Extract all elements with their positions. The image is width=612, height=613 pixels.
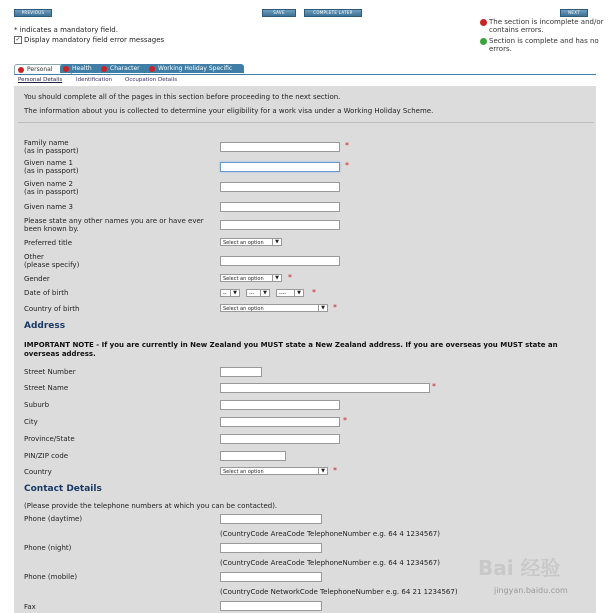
family-name-input[interactable] [220,142,340,152]
pin-input[interactable] [220,451,286,461]
mandatory-marker: * [333,466,337,475]
incomplete-status-icon [149,66,155,72]
dob-month-value: --- [249,291,255,297]
given-name-1-input[interactable] [220,162,340,172]
street-number-label: Street Number [24,368,76,376]
phone-daytime-hint: (CountryCode AreaCode TelephoneNumber e.g. 64 4 1234567) [220,530,440,538]
incomplete-status-icon [480,19,487,26]
given-name-1-label-line2: (as in passport) [24,167,79,175]
city-input[interactable] [220,417,340,427]
other-title-input[interactable] [220,256,340,266]
city-label: City [24,418,38,426]
contact-intro: (Please provide the telephone numbers at which you can be contacted). [24,502,278,510]
mandatory-marker: * [345,161,349,170]
chevron-down-icon: ▼ [260,290,269,296]
chevron-down-icon: ▼ [318,305,327,311]
address-country-select-value: Select an option [223,469,264,475]
family-name-label-line1: Family name [24,139,69,147]
save-button[interactable]: SAVE [262,9,296,17]
mandatory-marker: * [288,273,292,282]
complete-status-icon [480,38,487,45]
mandatory-marker: * [343,416,347,425]
other-title-label-line1: Other [24,253,44,261]
pin-label: PIN/ZIP code [24,452,69,460]
baidu-watermark-logo: Bai 经验 [478,556,561,580]
other-names-label-line2: been known by. [24,225,79,233]
incomplete-status-icon [18,67,24,73]
country-of-birth-select-value: Select an option [223,306,264,312]
preferred-title-select-value: Select an option [223,240,264,246]
tab-label: Working Holiday Specific [158,65,233,72]
chevron-down-icon: ▼ [230,290,239,296]
other-title-label [24,253,79,269]
legend-complete-text: Section is complete and has no errors. [489,37,599,53]
given-name-1-label-line1: Given name 1 [24,159,74,167]
subtab-identification[interactable]: Identification [76,77,113,83]
gender-select[interactable] [220,274,282,282]
incomplete-status-icon [101,66,107,72]
phone-mobile-label: Phone (mobile) [24,573,78,581]
phone-mobile-hint: (CountryCode NetworkCode TelephoneNumber e.g. 64 21 1234567) [220,588,458,596]
fax-input[interactable] [220,601,322,611]
previous-button[interactable]: PREVIOUS [14,9,52,17]
chevron-down-icon: ▼ [294,290,303,296]
subtab-occupation-details[interactable]: Occupation Details [125,77,178,83]
chevron-down-icon: ▼ [272,239,281,245]
given-name-3-label: Given name 3 [24,203,74,211]
given-name-1-label [24,159,79,175]
mandatory-marker: * [333,303,337,312]
given-name-3-input[interactable] [220,202,340,212]
gender-select-value: Select an option [223,276,264,282]
street-name-input[interactable] [220,383,430,393]
given-name-2-label [24,180,79,196]
tab-working-holiday-specific[interactable] [146,64,244,73]
intro-line-2: The information about you is collected to determine your eligibility for a work visa under a Working Holiday Scheme. [24,107,434,115]
subtab-personal-details[interactable]: Personal Details [18,77,63,83]
suburb-label: Suburb [24,401,50,409]
country-of-birth-select[interactable] [220,304,328,312]
mandatory-marker: * [432,382,436,391]
dob-label: Date of birth [24,289,69,297]
mandatory-marker: * [345,141,349,150]
street-number-input[interactable] [220,367,262,377]
phone-night-label: Phone (night) [24,544,72,552]
tab-label: Character [110,65,140,72]
given-name-2-input[interactable] [220,182,340,192]
fax-label: Fax [24,603,36,611]
dob-day-select[interactable] [220,289,240,297]
other-names-label [24,217,204,233]
complete-later-button[interactable]: COMPLETE LATER [304,9,362,17]
given-name-2-label-line1: Given name 2 [24,180,74,188]
chevron-down-icon: ▼ [318,468,327,474]
address-important-note: IMPORTANT NOTE - If you are currently in New Zealand you MUST state a New Zealand address. If you are overseas you MUST state an overseas address. [24,341,558,358]
province-input[interactable] [220,434,340,444]
legend-complete [480,37,605,55]
other-names-label-line1: Please state any other names you are or have ever [24,217,204,225]
dob-year-select[interactable] [276,289,304,297]
family-name-label-line2: (as in passport) [24,147,79,155]
chevron-down-icon: ▼ [272,275,281,281]
dob-month-select[interactable] [246,289,270,297]
mandatory-note [14,26,118,34]
next-button[interactable]: NEXT [560,9,588,17]
display-errors-checkbox[interactable]: ✓ [15,36,21,43]
mandatory-marker: * [312,288,316,297]
intro-divider [18,122,594,123]
gender-label: Gender [24,275,50,283]
given-name-2-label-line2: (as in passport) [24,188,79,196]
phone-night-hint: (CountryCode AreaCode TelephoneNumber e.g. 64 4 1234567) [220,559,440,567]
address-country-label: Country [24,468,52,476]
contact-section-title: Contact Details [24,484,102,494]
intro-line-1: You should complete all of the pages in this section before proceeding to the next section. [24,93,341,101]
baidu-watermark-url: jingyan.baidu.com [494,586,568,595]
other-names-input[interactable] [220,220,340,230]
street-name-label: Street Name [24,384,69,392]
other-title-label-line2: (please specify) [24,261,80,269]
legend-incomplete [480,18,605,36]
phone-night-input[interactable] [220,543,322,553]
tab-divider [14,74,596,75]
dob-day-value: -- [223,291,227,297]
province-label: Province/State [24,435,75,443]
incomplete-status-icon [63,66,69,72]
family-name-label [24,139,79,155]
country-of-birth-label: Country of birth [24,305,80,313]
dob-year-value: ---- [279,291,287,297]
mandatory-note-text: * indicates a mandatory field. [14,26,118,34]
display-errors-label: Display mandatory field error messages [24,36,165,44]
address-section-title: Address [24,321,66,331]
preferred-title-label: Preferred title [24,239,73,247]
phone-mobile-input[interactable] [220,572,322,582]
suburb-input[interactable] [220,400,340,410]
phone-daytime-label: Phone (daytime) [24,515,83,523]
legend-incomplete-text: The section is incomplete and/or contains errors. [489,18,604,34]
tab-label: Health [72,65,92,72]
address-country-select[interactable] [220,467,328,475]
phone-daytime-input[interactable] [220,514,322,524]
tab-label: Personal [27,66,53,73]
preferred-title-select[interactable] [220,238,282,246]
